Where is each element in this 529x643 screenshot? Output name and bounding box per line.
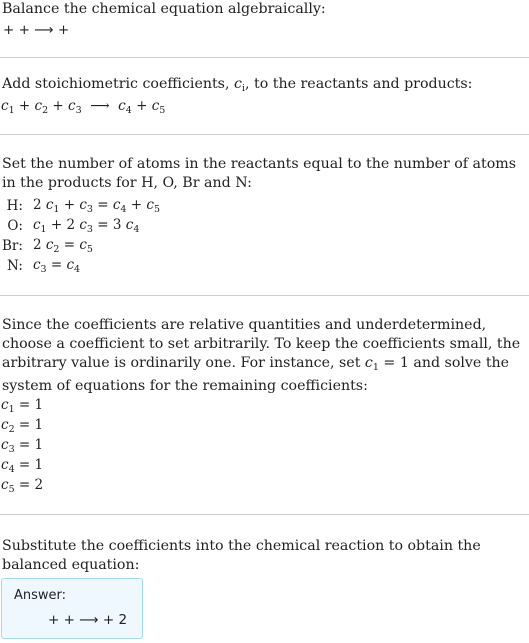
coefficient-symbol <box>1 437 15 453</box>
coefficient-letter: c <box>32 257 41 273</box>
coefficient-values <box>1 395 43 495</box>
atom-equation <box>33 256 160 276</box>
solve-text <box>0 316 529 396</box>
answer-box <box>1 578 143 639</box>
coefficient-subscript: 1 <box>40 224 47 235</box>
coefficient-subscript: 3 <box>75 105 82 116</box>
coefficient-letter: c <box>1 98 9 114</box>
coefficient-symbol <box>33 217 47 233</box>
coefficient-subscript: 4 <box>133 224 140 235</box>
coefficient-symbol <box>66 257 80 273</box>
coefficient-equation <box>0 96 165 121</box>
coefficient-value-row <box>1 475 43 495</box>
coefficient-symbol <box>79 217 93 233</box>
coefficient-letter: c <box>32 217 41 233</box>
coefficient-value-row <box>1 395 43 415</box>
coefficient-subscript: 1 <box>8 404 15 415</box>
coefficient-symbol <box>68 98 82 114</box>
coefficient-symbol <box>79 237 93 253</box>
operator: + <box>130 197 143 213</box>
operator: = <box>50 257 63 273</box>
element-label: N: <box>7 258 23 274</box>
atom-equation-row <box>0 256 160 276</box>
coefficient-letter: c <box>1 477 9 493</box>
divider <box>0 57 529 58</box>
coefficient-subscript: 3 <box>86 224 93 235</box>
substitute-text: Substitute the coefficients into the chemical reaction to obtain the balanced equation: <box>2 538 481 573</box>
coefficient-symbol <box>1 417 15 433</box>
element-label: O: <box>7 218 23 234</box>
coefficient-letter: c <box>1 417 9 433</box>
coefficient-letter: c <box>79 237 87 253</box>
atom-equation <box>33 216 160 236</box>
operator: = <box>97 217 109 233</box>
coefficient-symbol <box>33 257 47 273</box>
coefficient-letter: c <box>118 98 126 114</box>
coefficient-symbol <box>1 457 15 473</box>
coefficients-intro <box>0 75 478 98</box>
coefficient-letter: c <box>125 217 134 233</box>
operator: + <box>48 98 69 114</box>
coefficient-subscript: 2 <box>42 105 49 116</box>
coefficient-subscript: 3 <box>40 264 47 275</box>
atom-equation <box>33 236 160 256</box>
coefficient-value: = 2 <box>14 477 44 493</box>
coefficient-value: = 1 <box>14 397 44 413</box>
element-label: Br: <box>2 238 23 254</box>
coefficient-symbol <box>46 197 60 213</box>
unbalanced-equation: + + ⟶ + <box>3 22 70 38</box>
coefficient-subscript: 1 <box>53 204 60 215</box>
operator: + <box>63 197 76 213</box>
operator: ⟶ <box>81 98 119 114</box>
coefficient-symbol <box>35 98 49 114</box>
c-letter: c <box>364 355 373 371</box>
coefficient-letter: c <box>45 237 54 253</box>
coefficient-symbol <box>113 197 127 213</box>
coefficient-letter: c <box>79 217 87 233</box>
ci-letter: c <box>234 76 242 92</box>
coefficient-symbol <box>46 237 60 253</box>
operator: + <box>131 98 152 114</box>
coefficient-symbol <box>1 98 15 114</box>
text: Add stoichiometric coefficients, <box>2 76 234 92</box>
coefficient-value: = 1 <box>14 437 44 453</box>
operator: + <box>50 217 63 233</box>
intro-heading: Balance the chemical equation algebraically: <box>2 1 326 17</box>
text: Since the coefficients are relative quantities and underdetermined, choose a coefficient to set arbitrarily. To keep the coefficients small, the arbitrary value is ordinarily one. For instance, set <box>2 317 521 371</box>
coefficient-symbol <box>1 477 15 493</box>
atom-balance-intro: Set the number of atoms in the reactants equal to the number of atoms in the products for H, O, Br and N: <box>2 156 516 191</box>
coefficient-subscript: 3 <box>8 444 15 455</box>
coefficient-symbol <box>126 217 140 233</box>
atom-equations-table <box>0 196 160 276</box>
balanced-equation: + + ⟶ + 2 <box>48 612 128 628</box>
divider <box>0 295 529 296</box>
coefficient-subscript: 1 <box>8 105 15 116</box>
coefficient-letter: c <box>1 437 9 453</box>
atom-equation <box>33 196 160 216</box>
coefficient-value-row <box>1 455 43 475</box>
operator: = <box>63 237 76 253</box>
coefficient-value: = 1 <box>14 457 44 473</box>
operator: = <box>97 197 109 213</box>
coefficient-subscript: 5 <box>86 244 93 255</box>
coefficient-symbol <box>152 98 166 114</box>
coefficient-subscript: 4 <box>8 464 15 475</box>
atom-equation-row <box>0 216 160 236</box>
coefficient-letter: c <box>112 197 121 213</box>
coefficient-subscript: 4 <box>125 105 132 116</box>
atom-equation-row <box>0 236 160 256</box>
number: 2 <box>32 197 42 213</box>
coefficient-letter: c <box>1 397 9 413</box>
text: , to the reactants and products: <box>245 76 473 92</box>
coefficient-letter: c <box>146 197 154 213</box>
c-subscript: 1 <box>372 362 379 373</box>
coefficient-letter: c <box>1 457 9 473</box>
coefficient-subscript: 5 <box>153 204 160 215</box>
divider <box>0 514 529 515</box>
divider <box>0 134 529 135</box>
coefficient-subscript: 5 <box>8 484 15 495</box>
coefficient-value-row <box>1 435 43 455</box>
coefficient-subscript: 4 <box>74 264 81 275</box>
coefficient-subscript: 2 <box>8 424 15 435</box>
coefficient-subscript: 4 <box>120 204 127 215</box>
coefficient-letter: c <box>68 98 76 114</box>
number: 2 <box>32 237 42 253</box>
coefficient-subscript: 2 <box>53 244 60 255</box>
operator: + <box>14 98 35 114</box>
coefficient-symbol <box>1 397 15 413</box>
coefficient-letter: c <box>34 98 43 114</box>
coefficient-symbol <box>79 197 93 213</box>
answer-label: Answer: <box>14 588 67 603</box>
coefficient-subscript: 3 <box>86 204 93 215</box>
ci-symbol <box>234 76 245 92</box>
atom-equation-row <box>0 196 160 216</box>
coefficient-letter: c <box>79 197 87 213</box>
coefficient-letter: c <box>45 197 54 213</box>
coefficient-value-row <box>1 415 43 435</box>
text: = 1 <box>378 355 409 371</box>
element-label: H: <box>6 198 23 214</box>
coefficient-letter: c <box>66 257 75 273</box>
number: 3 <box>112 217 122 233</box>
number: 2 <box>66 217 76 233</box>
ci-subscript: i <box>241 83 245 94</box>
c1-symbol <box>365 355 379 371</box>
coefficient-symbol <box>118 98 132 114</box>
coefficient-symbol <box>146 197 160 213</box>
coefficient-value: = 1 <box>14 417 44 433</box>
text: and solve the system of equations for the remaining coefficients: <box>2 355 510 394</box>
coefficient-letter: c <box>151 98 160 114</box>
coefficient-subscript: 5 <box>159 105 166 116</box>
